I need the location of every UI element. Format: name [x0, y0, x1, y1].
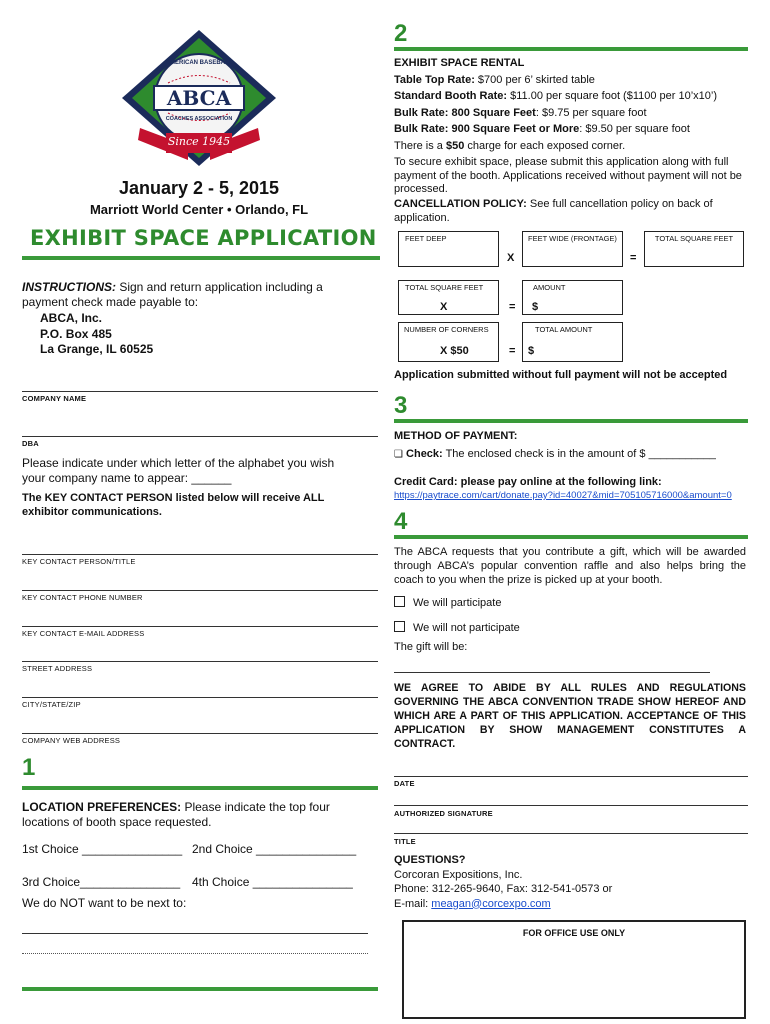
logo-main-text: ABCA [166, 86, 232, 110]
date-input[interactable] [394, 776, 748, 777]
location-preferences-label: LOCATION PREFERENCES: [22, 800, 182, 814]
payment-method-title: METHOD OF PAYMENT: [394, 430, 518, 442]
cancellation-policy: CANCELLATION POLICY: See full cancellation policy on back of application. [394, 198, 713, 224]
rate-bulk-900: Bulk Rate: 900 Square Feet or More: $9.50 per square foot [394, 123, 690, 136]
city-label: CITY/STATE/ZIP [22, 700, 81, 709]
section-1-rule [22, 786, 378, 790]
logo-arc-top: AMERICAN BASEBALL [165, 60, 233, 66]
section-4-rule [394, 535, 748, 539]
x-fifty: X $50 [440, 345, 469, 357]
section-3-rule [394, 419, 748, 423]
choice-3[interactable]: 3rd Choice_______________ [22, 875, 181, 889]
rate-bulk-800: Bulk Rate: 800 Square Feet: $9.75 per square foot [394, 106, 647, 119]
equals-sign-1: = [630, 252, 637, 264]
check-box-icon[interactable]: ❏ [394, 449, 403, 460]
office-use-box [402, 920, 746, 1019]
location-preferences-text: Please indicate the top four locations of booth space requested. [22, 800, 330, 829]
payee-line-2: P.O. Box 485 [40, 326, 112, 341]
title-rule [22, 256, 380, 260]
multiply-sign-1: X [507, 252, 515, 264]
signature-input[interactable] [394, 805, 748, 806]
rental-info [394, 55, 746, 155]
payee-address [40, 311, 153, 358]
questions-heading: QUESTIONS? [394, 854, 466, 866]
instructions-label: INSTRUCTIONS: [22, 280, 116, 294]
date-label: DATE [394, 779, 415, 788]
office-use-label: FOR OFFICE USE ONLY [522, 928, 626, 938]
form-title: EXHIBIT SPACE APPLICATION [30, 226, 377, 250]
email-label: KEY CONTACT E-MAIL ADDRESS [22, 629, 145, 638]
credit-card-note: Credit Card: please pay online at the following link: [394, 476, 662, 488]
corner-charge: There is a $50 charge for each exposed corner. [394, 139, 626, 152]
section-2-rule [394, 47, 748, 51]
title-label: TITLE [394, 837, 416, 846]
dba-label: DBA [22, 439, 39, 448]
logo-arc-bottom: COACHES ASSOCIATION [165, 116, 233, 122]
not-next-to-input-1[interactable] [22, 933, 368, 934]
section-3-number: 3 [394, 392, 408, 419]
company-name-input[interactable] [22, 391, 378, 392]
web-input[interactable] [22, 733, 378, 734]
equals-sign-3: = [509, 345, 516, 357]
total-sqft-input[interactable]: TOTAL SQUARE FEET [644, 231, 744, 267]
feet-deep-input[interactable]: FEET DEEP [398, 231, 499, 267]
payee-line-1: ABCA, Inc. [40, 311, 103, 325]
gift-label: The gift will be: [394, 641, 468, 653]
instructions-text: Sign and return application including a payment check made payable to: [22, 280, 323, 309]
not-participate-option[interactable]: We will not participate [394, 621, 520, 635]
logo-since: Since 1945 [167, 135, 231, 148]
alphabet-note: Please indicate under which letter of the alphabet you wish your company name to appear: ______ [22, 456, 335, 485]
section-4-number: 4 [394, 508, 408, 535]
agreement: WE AGREE TO ABIDE BY ALL RULES AND REGULATIONS GOVERNING THE ABCA CONVENTION TRADE SHOW HEREOF AND WHICH ARE A PART OF THIS APPLICATION. ACCEPTANCE OF THIS APPLICATION BY SHOW MANAGEMENT CONSTITUTES A CONTRACT. [394, 682, 746, 750]
participate-checkbox[interactable] [394, 596, 405, 607]
questions-org: Corcoran Expositions, Inc. [394, 868, 523, 881]
company-name-label: COMPANY NAME [22, 394, 87, 403]
street-label: STREET ADDRESS [22, 664, 93, 673]
street-input[interactable] [22, 661, 378, 662]
rate-table-top: Table Top Rate: $700 per 6’ skirted table [394, 73, 595, 86]
gift-input[interactable] [394, 672, 710, 673]
phone-input[interactable] [22, 590, 378, 591]
event-location: Marriott World Center • Orlando, FL [89, 202, 309, 217]
contact-input[interactable] [22, 554, 378, 555]
choice-1[interactable]: 1st Choice _______________ [22, 842, 183, 856]
dba-input[interactable] [22, 436, 378, 437]
questions-block [394, 853, 612, 911]
questions-phone: Phone: 312-265-9640, Fax: 312-541-0573 or [394, 883, 613, 895]
payment-warning: Application submitted without full payment will not be accepted [394, 369, 728, 381]
location-preferences [22, 800, 378, 830]
not-participate-checkbox[interactable] [394, 621, 405, 632]
amount-dollar: $ [532, 301, 539, 313]
instructions [22, 280, 372, 310]
email-input[interactable] [22, 626, 378, 627]
contact-label: KEY CONTACT PERSON/TITLE [22, 557, 136, 566]
not-next-to-input-2[interactable] [22, 953, 368, 954]
abca-logo [118, 28, 280, 168]
choice-2[interactable]: 2nd Choice _______________ [192, 842, 357, 856]
secure-note: To secure exhibit space, please submit this application along with full payment of the booth. Applications received without payment will not be processed. [394, 156, 742, 195]
left-bottom-rule [22, 987, 378, 991]
total-sqft-2-input[interactable]: TOTAL SQUARE FEET [398, 280, 499, 315]
section-2-number: 2 [394, 20, 408, 47]
payee-line-3: La Grange, IL 60525 [40, 342, 154, 356]
total-dollar: $ [528, 345, 535, 357]
feet-wide-input[interactable]: FEET WIDE (FRONTAGE) [522, 231, 623, 267]
rate-standard: Standard Booth Rate: $11.00 per square foot ($1100 per 10’x10’) [394, 90, 718, 103]
participate-option[interactable]: We will participate [394, 596, 501, 610]
phone-label: KEY CONTACT PHONE NUMBER [22, 593, 143, 602]
section-1-number: 1 [22, 754, 36, 781]
multiply-sign-2: X [440, 301, 448, 313]
not-next-to: We do NOT want to be next to: [22, 896, 187, 910]
total-amount-input[interactable]: TOTAL AMOUNT [522, 322, 623, 362]
equals-sign-2: = [509, 301, 516, 313]
rental-title: EXHIBIT SPACE RENTAL [394, 57, 525, 69]
signature-label: AUTHORIZED SIGNATURE [394, 809, 493, 818]
gift-request: The ABCA requests that you contribute a gift, which will be awarded through ABCA’s popular convention raffle and also helps bring the coach to you when the prize is picked up at your booth. [394, 546, 746, 586]
check-option[interactable]: ❏ Check: The enclosed check is in the amount of $ ___________ [394, 448, 716, 460]
questions-email: E-mail: meagan@corcexpo.com [394, 897, 551, 910]
city-input[interactable] [22, 697, 378, 698]
amount-input[interactable]: AMOUNT [522, 280, 623, 315]
title-input[interactable] [394, 833, 748, 834]
key-contact-note: The KEY CONTACT PERSON listed below will receive ALL exhibitor communications. [22, 492, 325, 518]
event-dates: January 2 - 5, 2015 [118, 178, 280, 198]
choice-4[interactable]: 4th Choice _______________ [192, 875, 353, 889]
web-label: COMPANY WEB ADDRESS [22, 736, 121, 745]
corners-input[interactable]: NUMBER OF CORNERS [398, 322, 499, 362]
email-link[interactable]: meagan@corcexpo.com [431, 897, 551, 910]
payment-link[interactable]: https://paytrace.com/cart/donate.pay?id=40027&mid=705105716000&amount=0 [394, 490, 732, 501]
